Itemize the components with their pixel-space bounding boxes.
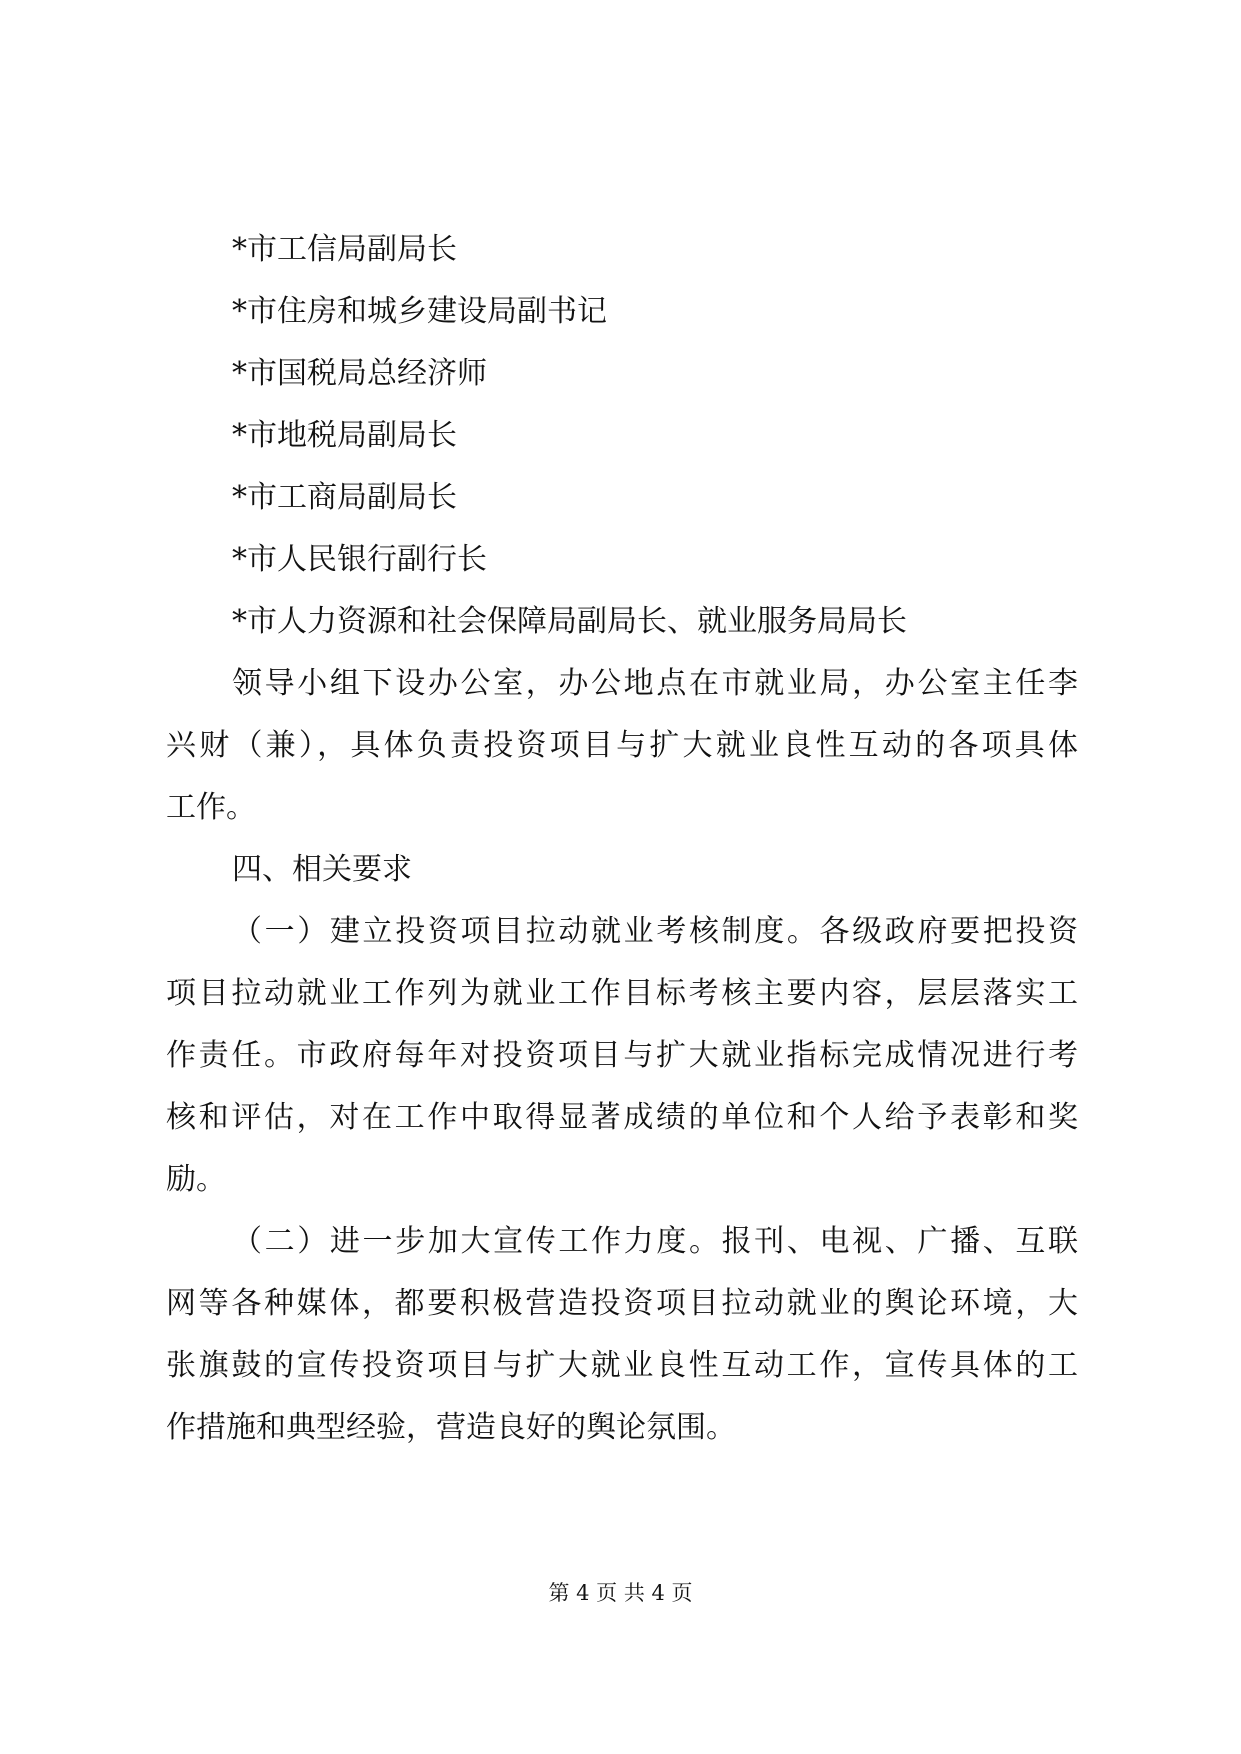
paragraph-line: 工作。 (166, 790, 256, 825)
paragraph-line: （一）建立投资项目拉动就业考核制度。各级政府要把投资 (232, 914, 1078, 949)
paragraph-line: 励。 (166, 1162, 226, 1197)
paragraph-line: 作措施和典型经验，营造良好的舆论氛围。 (166, 1410, 736, 1445)
member-line: *市住房和城乡建设局副书记 (232, 294, 607, 329)
member-line: *市地税局副局长 (232, 418, 457, 453)
paragraph-line: 兴财（兼），具体负责投资项目与扩大就业良性互动的各项具体 (166, 728, 1078, 763)
section-heading: 四、相关要求 (232, 852, 412, 887)
paragraph-line: 张旗鼓的宣传投资项目与扩大就业良性互动工作，宣传具体的工 (166, 1348, 1078, 1383)
paragraph-line: 核和评估，对在工作中取得显著成绩的单位和个人给予表彰和奖 (166, 1100, 1078, 1135)
member-line: *市人民银行副行长 (232, 542, 487, 577)
member-line: *市国税局总经济师 (232, 356, 487, 391)
member-line: *市人力资源和社会保障局副局长、就业服务局局长 (232, 604, 907, 639)
page-number-footer: 第 4 页 共 4 页 (548, 1581, 693, 1605)
member-line: *市工商局副局长 (232, 480, 457, 515)
paragraph-line: 项目拉动就业工作列为就业工作目标考核主要内容，层层落实工 (166, 976, 1078, 1011)
paragraph-line: 领导小组下设办公室，办公地点在市就业局，办公室主任李 (232, 666, 1078, 701)
paragraph-line: 作责任。市政府每年对投资项目与扩大就业指标完成情况进行考 (166, 1038, 1078, 1073)
member-line: *市工信局副局长 (232, 232, 457, 267)
paragraph-line: （二）进一步加大宣传工作力度。报刊、电视、广播、互联 (232, 1224, 1078, 1259)
paragraph-line: 网等各种媒体，都要积极营造投资项目拉动就业的舆论环境，大 (166, 1286, 1078, 1321)
